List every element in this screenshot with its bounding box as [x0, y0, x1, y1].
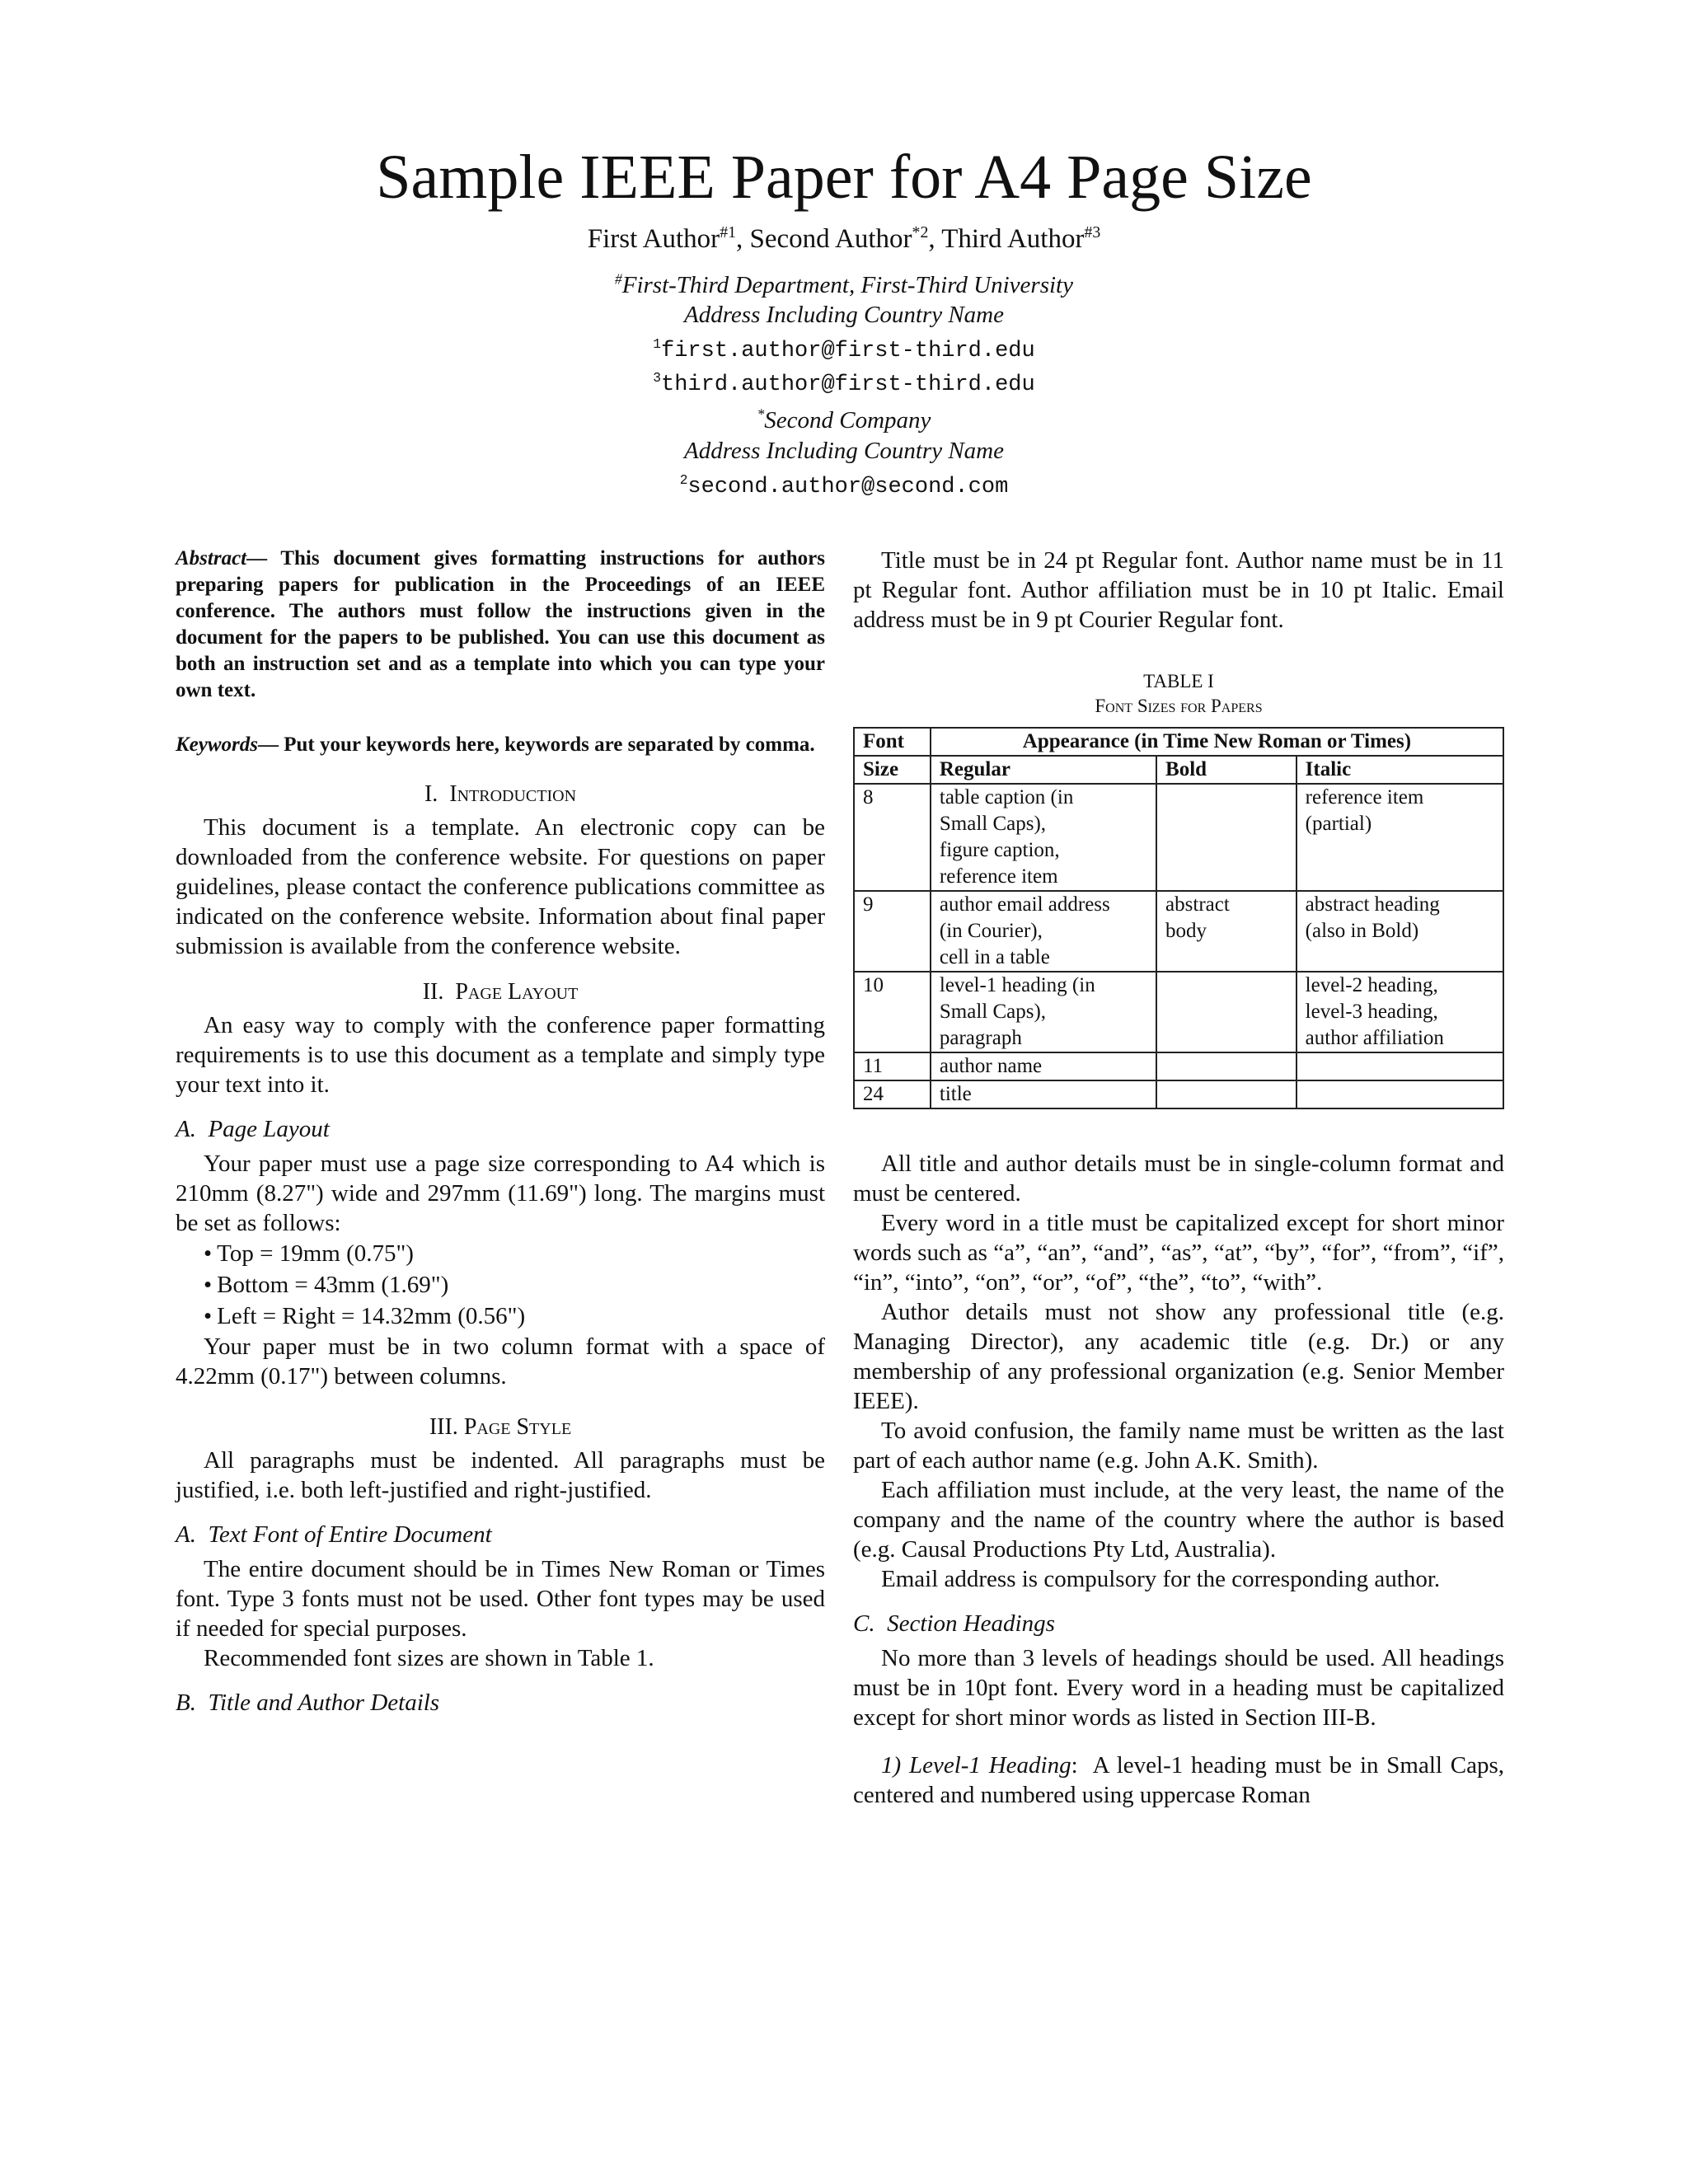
- affiliation-company-text: Second Company: [764, 407, 931, 434]
- table-cell-italic: [1296, 784, 1503, 891]
- cell-line: (also in Bold): [1305, 920, 1419, 942]
- table-row: [854, 1052, 1503, 1080]
- cell-line: title: [939, 1083, 972, 1105]
- table-row: [854, 784, 1503, 891]
- email-second-author: [0, 472, 1688, 502]
- table-header-appearance: Appearance (in Time New Roman or Times): [931, 728, 1503, 756]
- author-line: [0, 223, 1688, 255]
- table-row: [854, 972, 1503, 1052]
- subsection-title: Section Headings: [887, 1610, 1055, 1637]
- table-caption: Font Sizes for Papers: [1095, 696, 1263, 716]
- cell-text: 8: [863, 786, 874, 808]
- cell-line: reference item: [1305, 786, 1424, 808]
- cell-line: level-3 heading,: [1305, 1001, 1438, 1023]
- cell-text: 10: [863, 974, 884, 996]
- paragraph: Every word in a title must be capitalized except for short minor words such as “a”, “an”, “and”, “as”, “at”, “by”, “for”, “from”, “if”, “in”, “into”, “on”, “or”, “of”, “the”, “to”, “with”.: [853, 1210, 1504, 1296]
- table-cell-bold: [1156, 784, 1296, 891]
- subsection-number: A.: [176, 1521, 196, 1548]
- left-column: [176, 546, 825, 1718]
- table-cell-italic: [1296, 1080, 1503, 1108]
- subsection-title: Title and Author Details: [208, 1690, 440, 1716]
- table-cell-regular: [931, 1080, 1156, 1108]
- level-1-heading-paragraph: 1) Level-1 Heading: A level-1 heading must be in Small Caps, centered and numbered using uppercase Roman: [853, 1752, 1504, 1808]
- affiliation-address: Address Including Country Name: [684, 302, 1004, 328]
- paragraph: Email address is compulsory for the corresponding author.: [881, 1566, 1441, 1592]
- cell-text: 9: [863, 893, 874, 916]
- subsection-heading: [176, 1114, 825, 1144]
- table-header-regular: Regular: [931, 756, 1156, 784]
- abstract-text: This document gives formatting instructions for authors preparing papers for publication in the Proceedings of an IEEE conference. The authors must follow the instructions given in the document for the papers to be published. You can use this document as both an instruction set and as a template into which you can type your own text.: [176, 547, 825, 701]
- subsection-title: Page Layout: [208, 1116, 330, 1142]
- table-cell-italic: [1296, 891, 1503, 972]
- cell-text: 24: [863, 1083, 884, 1105]
- subsection-number: B.: [176, 1690, 196, 1716]
- table-header-font: Font: [854, 728, 931, 756]
- table-cell-size: [854, 784, 931, 891]
- font-size-table: [853, 727, 1504, 1109]
- abstract-dash: —: [246, 547, 281, 569]
- email-mark: 1: [653, 337, 662, 352]
- cell-line: (partial): [1305, 813, 1372, 835]
- table-cell-regular: [931, 972, 1156, 1052]
- paragraph: Your paper must be in two column format with a space of 4.22mm (0.17") between columns.: [176, 1333, 825, 1390]
- cell-line: author affiliation: [1305, 1027, 1444, 1049]
- table-cell-size: [854, 891, 931, 972]
- subsection-number: C.: [853, 1610, 875, 1637]
- paragraph: The entire document should be in Times New Roman or Times font. Type 3 fonts must not be used. Other font types may be used if needed for special purposes.: [176, 1556, 825, 1642]
- list-item: • Left = Right = 14.32mm (0.56"): [204, 1301, 825, 1332]
- table-header-bold: Bold: [1156, 756, 1296, 784]
- affiliation-address-2: Address Including Country Name: [684, 438, 1004, 464]
- table-cell-italic: [1296, 972, 1503, 1052]
- section-title: Page Layout: [455, 979, 579, 1005]
- table-cell-bold: [1156, 1052, 1296, 1080]
- list-item: • Bottom = 43mm (1.69"): [204, 1269, 825, 1301]
- section-number: I.: [424, 781, 438, 807]
- email-mark: 3: [653, 371, 662, 386]
- keywords-text: Put your keywords here, keywords are separated by comma.: [284, 733, 815, 756]
- section-number: III.: [429, 1414, 458, 1440]
- cell-line: abstract heading: [1305, 893, 1440, 916]
- table-cell-size: [854, 1052, 931, 1080]
- author-mark: #3: [1084, 223, 1101, 241]
- author-mark: #1: [720, 223, 736, 241]
- author-separator: ,: [735, 224, 750, 254]
- list-item: • Top = 19mm (0.75"): [204, 1238, 825, 1269]
- email-mark: 2: [679, 473, 688, 488]
- table-cell-size: [854, 1080, 931, 1108]
- keywords: [176, 732, 825, 758]
- table-row: [854, 1080, 1503, 1108]
- subsection-heading: [176, 1520, 825, 1549]
- cell-line: reference item: [939, 865, 1058, 888]
- paragraph: No more than 3 levels of headings should be used. All headings must be in 10pt font. Every word in a heading must be capitalized except for short minor words as listed in Section III-B.: [853, 1645, 1504, 1731]
- cell-line: author name: [939, 1055, 1043, 1077]
- keywords-label: Keywords: [176, 733, 258, 756]
- cell-text: 11: [863, 1055, 884, 1077]
- level-title: Level-1 Heading: [908, 1752, 1071, 1779]
- margin-list: [176, 1238, 825, 1332]
- paragraph: All title and author details must be in single-column format and must be centered.: [853, 1151, 1504, 1207]
- table-label: TABLE I: [1143, 671, 1214, 691]
- table-body: [854, 784, 1503, 1108]
- subsection-number: A.: [176, 1116, 196, 1142]
- table-cell-regular: [931, 784, 1156, 891]
- cell-line: level-1 heading (in: [939, 974, 1095, 996]
- right-column: [853, 546, 1504, 1810]
- section-number: II.: [422, 979, 444, 1005]
- table-cell-size: [854, 972, 931, 1052]
- cell-line: Small Caps),: [939, 1001, 1047, 1023]
- paragraph: Recommended font sizes are shown in Table 1.: [204, 1645, 654, 1671]
- cell-line: abstract: [1165, 893, 1230, 916]
- section-title: Introduction: [449, 781, 577, 807]
- author-name: First Author: [587, 224, 720, 254]
- level-number: 1): [881, 1752, 902, 1779]
- email-text: second.author@second.com: [687, 475, 1009, 499]
- paragraph: Each affiliation must include, at the very least, the name of the company and the name of the country where the author is based (e.g. Causal Productions Pty Ltd, Australia).: [853, 1477, 1504, 1563]
- keywords-dash: —: [258, 733, 284, 756]
- cell-line: level-2 heading,: [1305, 974, 1438, 996]
- cell-line: figure caption,: [939, 839, 1060, 861]
- cell-line: table caption (in: [939, 786, 1074, 808]
- email-text: first.author@first-third.edu: [661, 339, 1035, 363]
- table-cell-regular: [931, 1052, 1156, 1080]
- paragraph: An easy way to comply with the conference paper formatting requirements is to use this document as a template and simply type your text into it.: [176, 1012, 825, 1098]
- table-cell-bold: [1156, 891, 1296, 972]
- affiliation-department: [0, 270, 1688, 300]
- subsection-heading: [853, 1609, 1504, 1638]
- paragraph: To avoid confusion, the family name must be written as the last part of each author name (e.g. John A.K. Smith).: [853, 1418, 1504, 1474]
- table-row: [854, 891, 1503, 972]
- cell-line: body: [1165, 920, 1207, 942]
- author-separator: ,: [928, 224, 942, 254]
- level-text: A level-1 heading must be in Small Caps, centered and numbered using uppercase Roman: [853, 1752, 1504, 1808]
- paragraph: Author details must not show any professional title (e.g. Managing Director), any academic title (e.g. Dr.) or any membership of any professional organization (e.g. Senior Member IEEE).: [853, 1299, 1504, 1414]
- table-header-size: Size: [854, 756, 931, 784]
- section-heading-introduction: [176, 780, 825, 809]
- section-title: Page Style: [463, 1414, 572, 1440]
- section-heading-page-style: [176, 1413, 825, 1442]
- paper-title: Sample IEEE Paper for A4 Page Size: [376, 143, 1312, 212]
- author-name: Third Author: [941, 224, 1085, 254]
- paragraph: Your paper must use a page size corresponding to A4 which is 210mm (8.27") wide and 297mm (11.69") long. The margins must be set as follows:: [176, 1151, 825, 1236]
- table-header-italic: Italic: [1296, 756, 1503, 784]
- paragraph: This document is a template. An electronic copy can be downloaded from the conference website. For questions on paper guidelines, please contact the conference publications committee as indicated on the conference website. Information about final paper submission is available from the conference website.: [176, 814, 825, 959]
- author-name: Second Author: [749, 224, 912, 254]
- affiliation-mark: #: [615, 270, 622, 288]
- section-heading-page-layout: [176, 977, 825, 1007]
- email-text: third.author@first-third.edu: [661, 373, 1035, 397]
- affiliation-company: [0, 405, 1688, 435]
- paragraph: Title must be in 24 pt Regular font. Author name must be in 11 pt Regular font. Author affiliation must be in 10 pt Italic. Email address must be in 9 pt Courier Regular font.: [853, 547, 1504, 633]
- table-cell-bold: [1156, 972, 1296, 1052]
- cell-line: paragraph: [939, 1027, 1022, 1049]
- cell-line: cell in a table: [939, 946, 1050, 968]
- abstract-label: Abstract: [176, 547, 247, 569]
- affiliation-mark: *: [757, 405, 765, 423]
- subsection-title: Text Font of Entire Document: [208, 1521, 492, 1548]
- abstract: [176, 546, 825, 704]
- table-cell-italic: [1296, 1052, 1503, 1080]
- cell-line: Small Caps),: [939, 813, 1047, 835]
- table-cell-bold: [1156, 1080, 1296, 1108]
- cell-line: (in Courier),: [939, 920, 1043, 942]
- cell-line: author email address: [939, 893, 1110, 916]
- subsection-heading: [176, 1688, 825, 1718]
- email-third-author: [0, 370, 1688, 400]
- table-cell-regular: [931, 891, 1156, 972]
- paragraph: All paragraphs must be indented. All paragraphs must be justified, i.e. both left-justified and right-justified.: [176, 1447, 825, 1503]
- email-first-author: [0, 336, 1688, 366]
- affiliation-dept-text: First-Third Department, First-Third University: [621, 272, 1073, 298]
- author-mark: *2: [912, 223, 929, 241]
